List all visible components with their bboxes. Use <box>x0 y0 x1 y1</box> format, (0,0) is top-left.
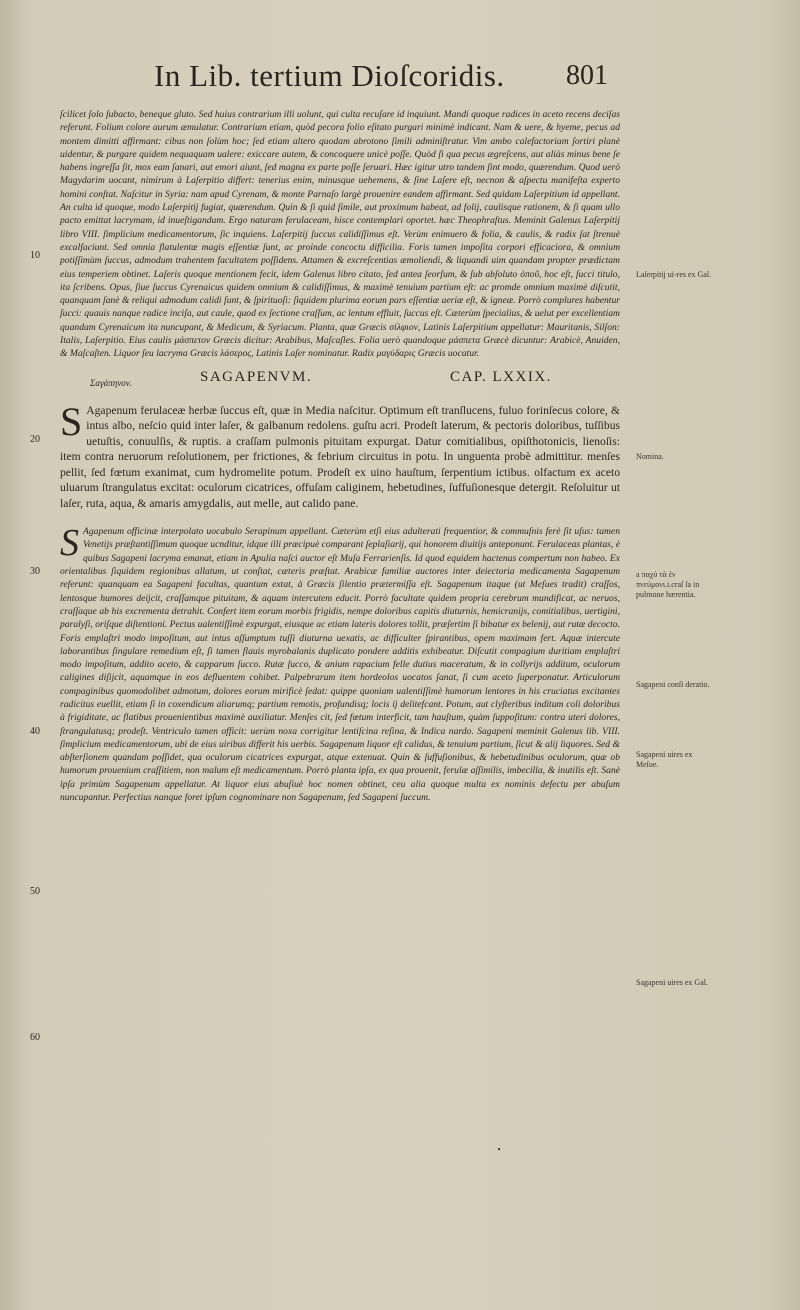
line-number: 20 <box>30 434 40 445</box>
dropcap: S <box>60 398 83 444</box>
chapter-greek-title: Σαγάπηνον. <box>90 377 133 388</box>
chapter-heading <box>60 369 620 397</box>
chapter-title: SAGAPENVM. <box>200 368 313 385</box>
margin-note-laserpitium: Laſerpitij ui-res ex Gal. <box>636 270 712 279</box>
chapter-number: CAP. LXXIX. <box>450 368 552 385</box>
line-number: 10 <box>30 250 40 261</box>
page-header <box>0 58 800 98</box>
running-title: In Lib. tertium Dioſcoridis. <box>154 58 505 93</box>
margin-note-sagapeni-consideratio: Sagapeni conſi deratio. <box>636 680 710 689</box>
dropcap: S <box>60 522 79 565</box>
commentary-bottom <box>60 522 620 804</box>
margin-note-nomina: Nomina. <box>636 452 664 461</box>
line-number: 50 <box>30 886 40 897</box>
margin-note-sagapeni-galen: Sagapeni uires ex Gal. <box>636 978 708 987</box>
line-number: 60 <box>30 1032 40 1043</box>
page-body <box>60 108 620 804</box>
ink-mark: • <box>497 1146 502 1154</box>
commentary-bottom-body: Agapenum officinæ interpolato uocabulo Serapinum appellant. Cæterùm etſi eius adulterati frequentior, & commuſnis ferè ſit uſus: tamen Venetijs præſtantiſſimum quoque ucnditur, idque illi præcipuè comparant ſeplaſiarij, qui honorem diuitijs anteponunt. Ferulaceas plantas, è quibus Sagapeni lacryma emanat, etiam in Apulia naſci auctor eſt Muſa Ferrarienſis. Id quod equidem hactenus compertum non habeo. Ex orientalibus ſiquidem regionibus allatum, ut conſtat, cæteris præſtat. Arabicæ familiæ auctores inter deiectoria medicamenta Sagapenum referunt: quanquam ea Sagapeni facultas, quantum extat, à Græcis ſilentio prætermiſſa eſt. Sagapenum itaque (ut Meſues tradit) craſſos, lentosque humores deijcit, craſſamque pituitam, & aquam intercutem educit. Porrò facultate quidem propria cerebrum mundificat, ac neruos, craſſaque ab his excrementa detrahit. Confert item eorum morbis frigidis, nempe doloribus capitis diuturnis, hemicranijs, comitialibus, uertigini, paralyſi, oriſque diſtentioni. Pectus ualentiſſimè expurgat, eiusque ac etiam lateris dolores tollit, præſertim ſi bibatur ex belenij, aut rutæ decocto. Foris emplaſtri modo impoſitum, aut intus aſſumptum tuſſi diuturna uexatis, ac difficulter ſpirantibus, opem maximam fert. Aquæ intercute laborantibus ſingulare remedium eſt, ſi tamen flauis myrobalanis duplicato pondere additis exhibeatur. Diſcutit compagium duritiam emplaſtri modo impoſitum, addito aceto, & capparum ſucco. Rutæ ſucco, & anium rapacium felle dutius maceratum, & in collyrijs additum, oculorum caligines diſijcit, aquamque in eos defluentem cohibet. Palpebrarum item hordeolos uocatos ſanat, ſi cum aceto ſuperponatur. Articulorum compaginibus quomodolibet admotum, dolores eorum mirificè ſedat: quippe quoniam ualentiſſimè humorum lentores in his cruciatus excitantes radicitus euellit, etiam ſi in coxendicum aliarumq; partium remotis, profundisq; locis ij delitefcant. Potum, aut clyſteribus inditum coli doloribus à frigiditate, ac flatibus prouenientibus maximè auxiliatur. Menſes cit, ſed fœtum interficit, tam hauſtum, quàm ſuppoſitum: contra uteri dolores, ſtrangulatusq; prodeſt. Ventriculo tamen officit: uerùm noxa corrigitur lentiſcina reſina, & Indica nardo. Sagapeni meminit Galenus lib. VIII. ſimplicium medicamentorum, ubi de eius uiribus differit his uerbis. Sagapenum liquor eſt calidus, & tenuium partium, ſicut & alij liquores. Sed & abſterſionem quandam poſſidet, qua oculorum cicatrices expurgat, atque extenuat. Quin & ſuffuſionibus, & hebetudinibus oculorum, quæ ob humorum prouenium craſſitiem, non malum eſt medicamentum. Porrò planta ipſa, ex qua prouenit, ferulæ aſſimilis, imbecilla, & inutilis eſt. Sanè ipſa primùm Sagapenum appellatur. At liquor eius abuſiuè hoc nomen obtinet, ceu alia quoque multa ex nominis defectu per abuſum nuncupantur. Perfectius nanque foret ipſum cognominare non Sagapenum, ſed Sagapeni ſuccum. <box>60 526 620 804</box>
margin-note-greek: a παχύ τὰ ἐν πνεύμονι.i.craſ ſa in pulmone hærentia. <box>636 570 700 599</box>
line-number: 40 <box>30 726 40 737</box>
page-number: 801 <box>566 60 608 91</box>
dioscorides-body: Agapenum ferulaceæ herbæ ſuccus eſt, quæ in Media naſcitur. Optimum eſt tranſlucens, fuluo forinſecus colore, & intus albo, neſcio quid inter laſer, & galbanum redolens. guſtu acri. Prodeſt laterum, & pectoris doloribus, tuſſibus uetuſtis, conuulſis, & ruptis. a craſſam pulmonis pituitam expurgat. Datur comitialibus, opiſthotonicis, lienoſis: item contra neruorum reſolutionem, per frictiones, & febrium circuitus in potu. In unguenta probè admittitur. menſes pellit, ſed fœtum exanimat, cum hydromelite potum. Prodeſt ex uino hauſtum, ſerpentium ictibus. olfactum ex aceto uluarum ſtrangulatus excitat: oculorum cicatrices, offuſam caliginem, hebetudines, ſuffuſionesque detergit. Reſoluitur ut laſer, ruta, aqua, & amaris amygdalis, aut melle, aut calido pane. <box>60 403 620 510</box>
line-number: 30 <box>30 566 40 577</box>
dioscorides-text <box>60 398 620 512</box>
commentary-top: ſcilicet ſolo ſubacto, beneque gluto. Sed huius contrarium illi uolunt, qui culta recuſare id inquiunt. Mandi quoque radices in aceto recens deciſas referunt. Folium colore aurum æmulatur. Contrarium etiam, quòd pecora folio eſitato purgari minimè indicant. Nam & uere, & hyeme, pecus ad montem dimitti affirmant: cibus non ſolùm hoc; ſed etiam altero quodam abrotono ſimili adminiſtratur. Vim ambo calefactoriam ſortiri planè uidentur, & purgare quidem nequaquam ualere: exiccare autem, & concoquere unicè poſſe. Quòd ſi qua pecus ægreſcens, aut aliàs minus bene ſe habens ingreſſa ſit, mox eam ſanari, aut emori aiunt, ſed magna ex parte poſſe ſeruari. Hæc igitur utro tandem ſint modo, quærendum. Quod uerò Magydarim uocant, nimirum à Laſerpitio differt: tenerius enim, minusque uehemens, & ſine Laſere eſt, necnon & aſpectu manifeſta experto homini conſtat. Naſcitur in Syria: nam apud Cyrenam, & monte Parnaſo largè prouenire eandem affirmant. Sed quidam Laſerpitium id appellant. An culta id quoque, modo Laſerpitij fugiat, quærendum. Quin & ſi quid ſimile, aut proximum habeat, ad folij, caulisque rationem, & ſi quam ullo pacto emittat lacrymam, id inueſtigandum. Ergo naturam ferulaceam, hisce contemplari oportet. hæc Theophraſtus. Meminit Galenus Laſerpitij libro VIII. ſimplicium medicamentorum, ſic inquiens. Laſerpitij ſuccus calidiſſimus eſt. Verùm enimuero & folia, & caulis, & radix ſat ſtrenuè excalfaciunt. Sed omnia flatulentæ magis eſſentiæ ſunt, ac proinde concoctu difficilia. Foris tamen impoſita corpori efficaciora, & omnium potiſſimùm ſuccus, admodum trahentem facultatem poſſidens. Attamen & excreſcentias æmoliendi, & liquandi uim quandam propter prædictam eius temperiem obtinet. Laſeris quoque mentionem fecit, idem Galenus libro citato, ſed antea ſeorſum, & ſub abſoluto ὀποῦ, hoc eſt, ſucci titulo, ita ſcribens. Opus, ſiue ſuccus Cyrenaicus quidem omnium & calidiſſimus, & maximè tenuium partium eſt: ac promde omnium maximè diſcutit, quanquam ſanè & reliqui admodum calidi ſunt, & ſpirituoſi: ſiquidem plurima eorum pars eſſentiæ aeriæ eſt, & igneæ. Porrò complures habentur ſucci: quauis nanque radice inciſa, aut caule, quod ex ſectione craſſum, ac lentum effluit, ſuccus eſt. Cæterùm ſpecialius, & uelut per excellentiam quandam Cyrenaicum ita nuncupant, & Medicum, & Syriacum. Planta, quæ Græcis σίλφιον, Latinis Laſerpitium appellatur: Mauritanis, Silſon: Italis, Laſerpitio. Eius caulis μάσπετον Græcis dicitur: Arabibus, Maſcaſles. Folia uerò quandoque μάσπετα Græcè dicuntur: Arabicè, Anuiden, & Maſcaſten. Liquor ſeu lacryma Græcis λάσερος, Latinis Laſer nominatur. Radix μαγύδαρις Græcis uocatur. <box>60 109 620 360</box>
margin-note-sagapeni-mesue: Sagapeni uires ex Meſue. <box>636 750 693 769</box>
